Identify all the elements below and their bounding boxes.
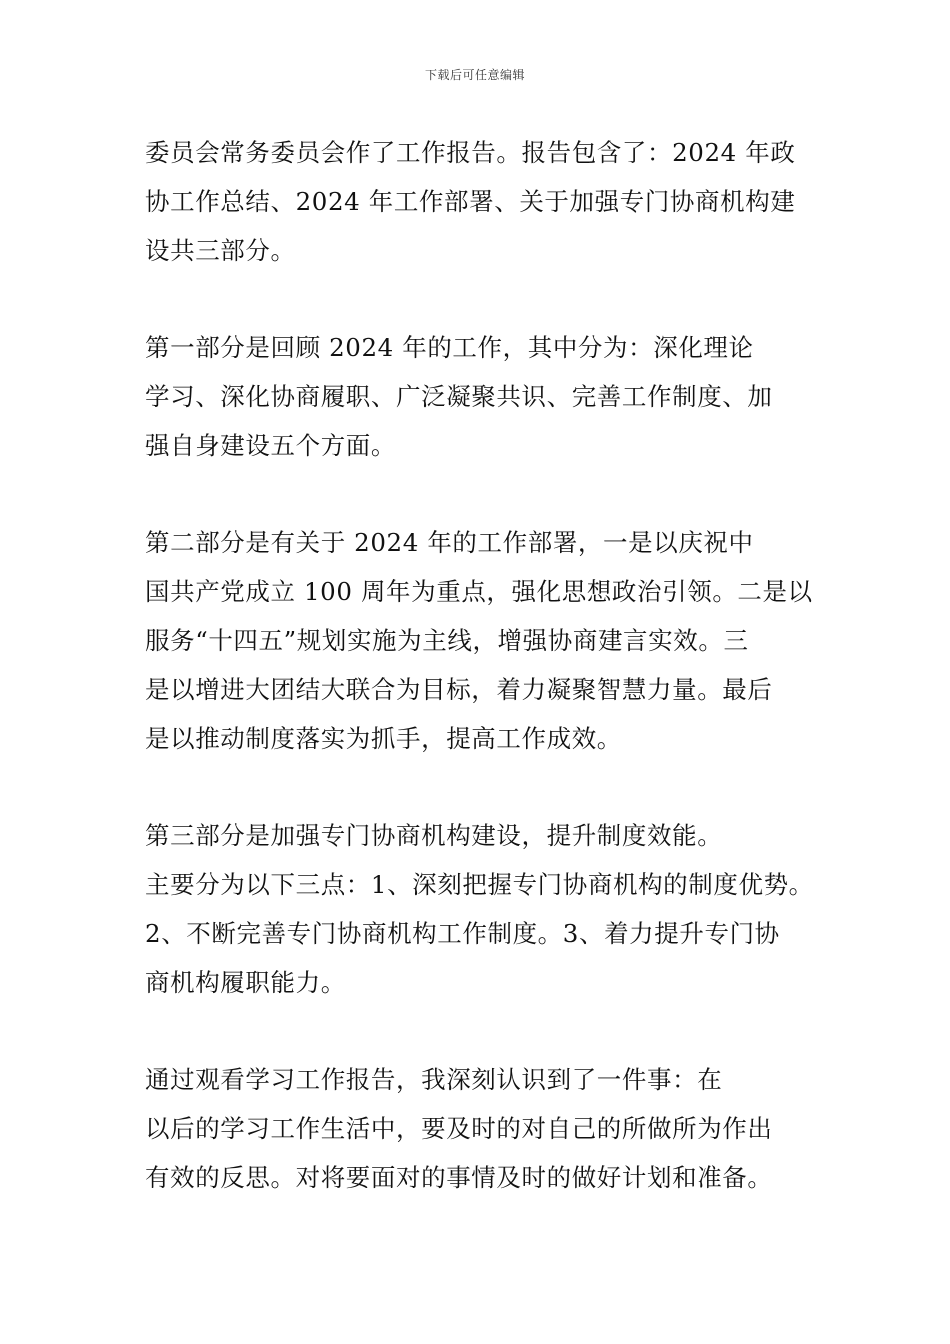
paragraph-part-two: 第二部分是有关于 2024 年的工作部署，一是以庆祝中 国共产党成立 100 周年为重点，强化思想政治引领。二是以 服务“十四五”规划实施为主线，增强协商建言实效。三 是以增进大团结大联合为目标，着力凝聚智慧力量。最后 是以推动制度落实为抓手，提高工作成效。 xyxy=(145,528,813,753)
header-note: 下载后可任意编辑 xyxy=(424,68,525,82)
paragraph-part-one: 第一部分是回顾 2024 年的工作，其中分为：深化理论 学习、深化协商履职、广泛凝聚共识、完善工作制度、加 强自身建设五个方面。 xyxy=(145,333,773,460)
paragraph-part-three: 第三部分是加强专门协商机构建设，提升制度效能。 主要分为以下三点：1、深刻把握专门协商机构的制度优势。 2、不断完善专门协商机构工作制度。3、着力提升专门协 商机构履职能力。 xyxy=(145,821,814,997)
paragraph-intro: 委员会常务委员会作了工作报告。报告包含了：2024 年政 协工作总结、2024 年工作部署、关于加强专门协商机构建 设共三部分。 xyxy=(145,138,796,265)
paragraph-conclusion: 通过观看学习工作报告，我深刻认识到了一件事：在 以后的学习工作生活中，要及时的对自己的所做所为作出 有效的反思。对将要面对的事情及时的做好计划和准备。 xyxy=(145,1065,773,1192)
document-body xyxy=(145,128,825,1250)
